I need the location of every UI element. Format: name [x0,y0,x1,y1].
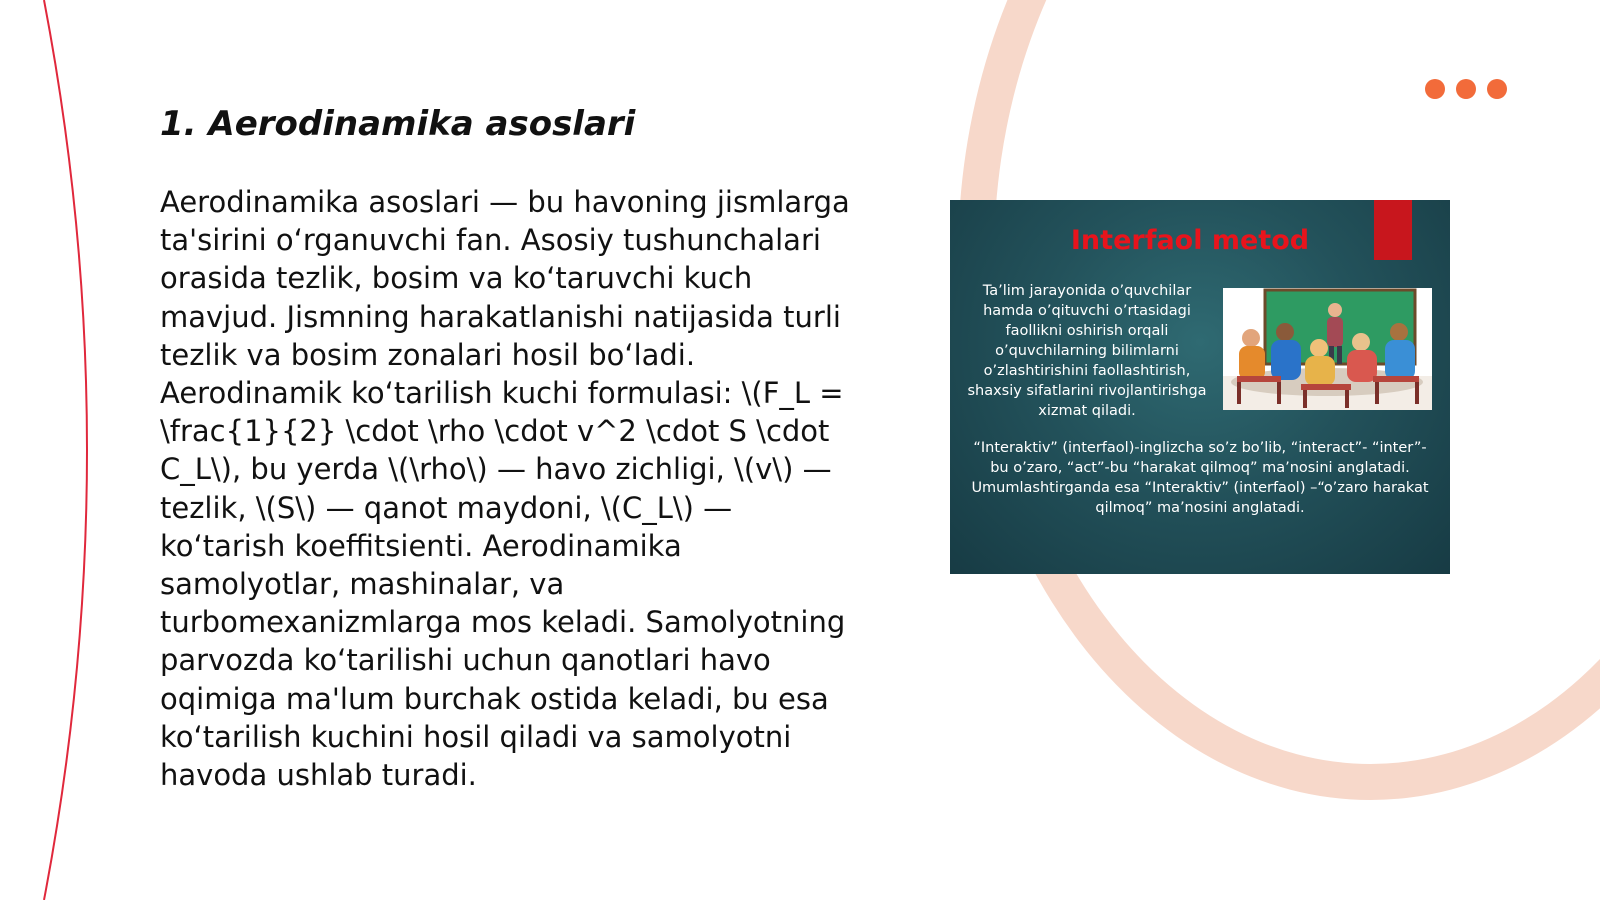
classroom-illustration [1223,288,1432,410]
dot [1487,79,1507,99]
card-description: Ta’lim jarayonida o’quvchilar hamda o’qituvchi o’rtasidagi faollikni oshirish orqali o’quvchilarning bilimlarni o’zlashtirishini faollashtirish, shaxsiy sifatlarini rivojlantirishga xizmat qiladi. [967,283,1207,419]
left-curve-decoration [0,0,120,900]
card-title: Interfaol metod [1070,225,1310,256]
classroom-illustration-icon [1223,288,1432,410]
dot [1456,79,1476,99]
slide-title: 1. Aerodinamika asoslari [160,104,636,144]
dots-decoration [1425,79,1507,99]
embedded-slide-image [950,200,1450,574]
slide-body-text: Aerodinamika asoslari — bu havoning jismlarga ta'sirini o‘rganuvchi fan. Asosiy tushunchalari orasida tezlik, bosim va ko‘taruvchi kuch mavjud. Jismning harakatlanishi natijasida turli tezlik va bosim zonalari hosil bo‘ladi. Aerodinamik ko‘tarilish kuchi formulasi: \(F_L = \frac{1}{2} \cdot \rho \cdot v^2 \cdot S \cdot C_L\), bu yerda \(\rho\) — havo zichligi, \(v\) — tezlik, \(S\) — qanot maydoni, \(C_L\) — ko‘tarish koeffitsienti. Aerodinamika samolyotlar, mashinalar, va turbomexanizmlarga mos keladi. Samolyotning parvozda ko‘tarilishi uchun qanotlari havo oqimiga ma'lum burchak ostida keladi, bu esa ko‘tarilish kuchini hosil qiladi va samolyotni havoda ushlab turadi. [160,185,850,793]
dot [1425,79,1445,99]
card-definition-text: “Interaktiv” (interfaol)-inglizcha so’z bo’lib, “interact”- “inter”-bu o’zaro, “act”-bu “harakat qilmoq” ma’nosini anglatadi. Umumlashtirganda esa “Interaktiv” (interfaol) –“o’zaro harakat qilmoq” ma’nosini anglatadi. [971,440,1429,516]
